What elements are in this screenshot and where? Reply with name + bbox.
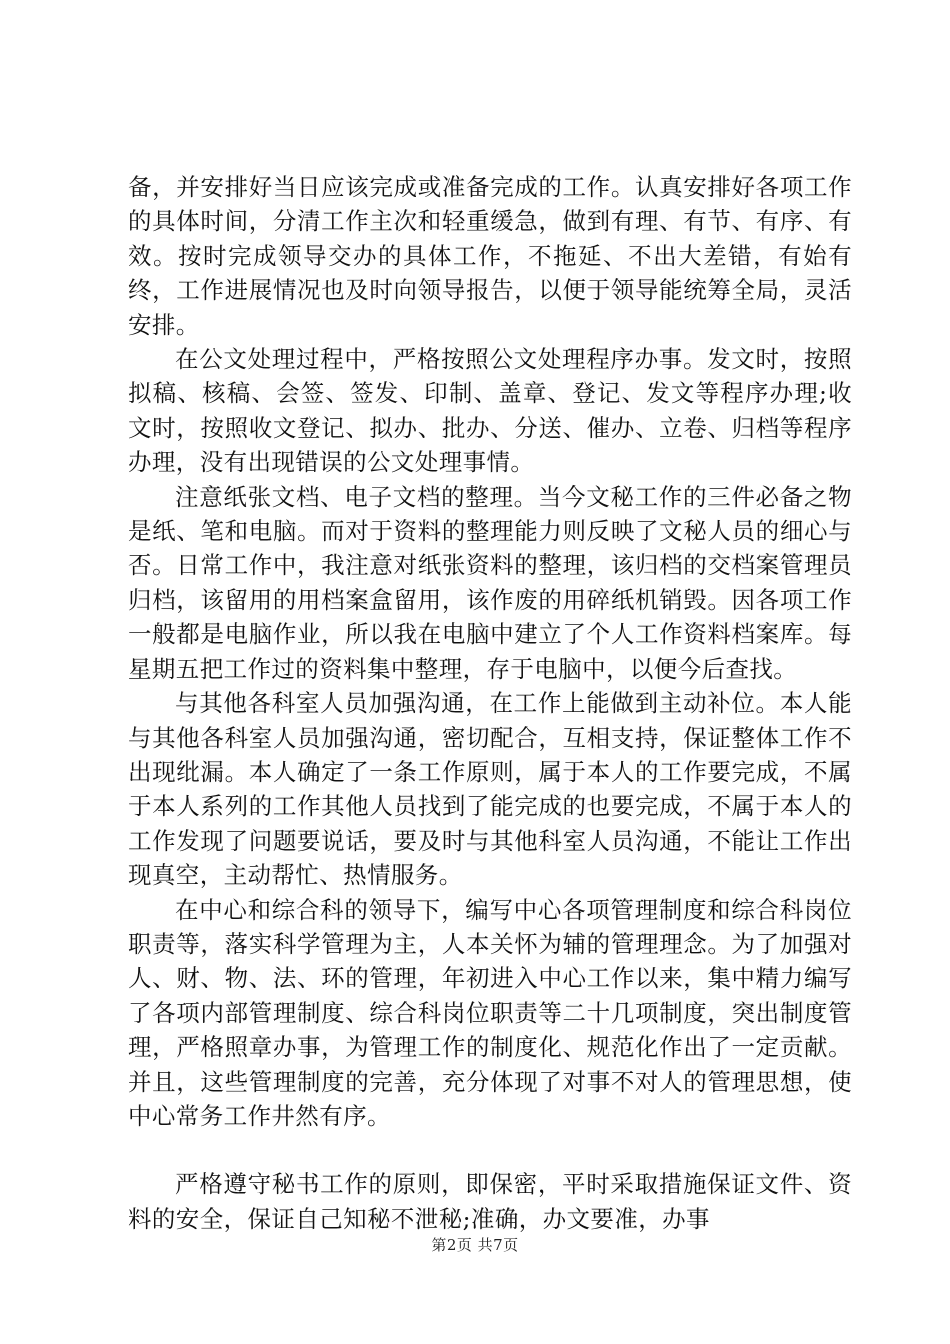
document-body (128, 170, 852, 1236)
paragraph-2: 在公文处理过程中，严格按照公文处理程序办事。发文时，按照拟稿、核稿、会签、签发、印制、盖章、登记、发文等程序办理;收文时，按照收文登记、拟办、批办、分送、催办、立卷、归档等程序办理，没有出现错误的公文处理事情。 (128, 345, 852, 477)
paragraph-5: 在中心和综合科的领导下，编写中心各项管理制度和综合科岗位职责等，落实科学管理为主，人本关怀为辅的管理理念。为了加强对人、财、物、法、环的管理，年初进入中心工作以来，集中精力编写了各项内部管理制度、综合科岗位职责等二十几项制度，突出制度管理，严格照章办事，为管理工作的制度化、规范化作出了一定贡献。并且，这些管理制度的完善，充分体现了对事不对人的管理思想，使中心常务工作井然有序。 (128, 895, 852, 1130)
page-number-footer: 第2页 共7页 (431, 1236, 519, 1254)
paragraph-1: 备，并安排好当日应该完成或准备完成的工作。认真安排好各项工作的具体时间，分清工作主次和轻重缓急，做到有理、有节、有序、有效。按时完成领导交办的具体工作，不拖延、不出大差错，有始有终，工作进展情况也及时向领导报告，以便于领导能统筹全局，灵活安排。 (128, 173, 852, 339)
paragraph-3: 注意纸张文档、电子文档的整理。当今文秘工作的三件必备之物是纸、笔和电脑。而对于资料的整理能力则反映了文秘人员的细心与否。日常工作中，我注意对纸张资料的整理，该归档的交档案管理员归档，该留用的用档案盒留用，该作废的用碎纸机销毁。因各项工作一般都是电脑作业，所以我在电脑中建立了个人工作资料档案库。每星期五把工作过的资料集中整理，存于电脑中，以便今后查找。 (128, 482, 852, 683)
paragraph-6: 严格遵守秘书工作的原则，即保密，平时采取措施保证文件、资料的安全，保证自己知秘不泄秘;准确，办文要准，办事 (128, 1170, 852, 1233)
paragraph-4: 与其他各科室人员加强沟通，在工作上能做到主动补位。本人能与其他各科室人员加强沟通，密切配合，互相支持，保证整体工作不出现纰漏。本人确定了一条工作原则，属于本人的工作要完成，不属于本人系列的工作其他人员找到了能完成的也要完成，不属于本人的工作发现了问题要说话，要及时与其他科室人员沟通，不能让工作出现真空，主动帮忙、热情服务。 (128, 689, 852, 890)
